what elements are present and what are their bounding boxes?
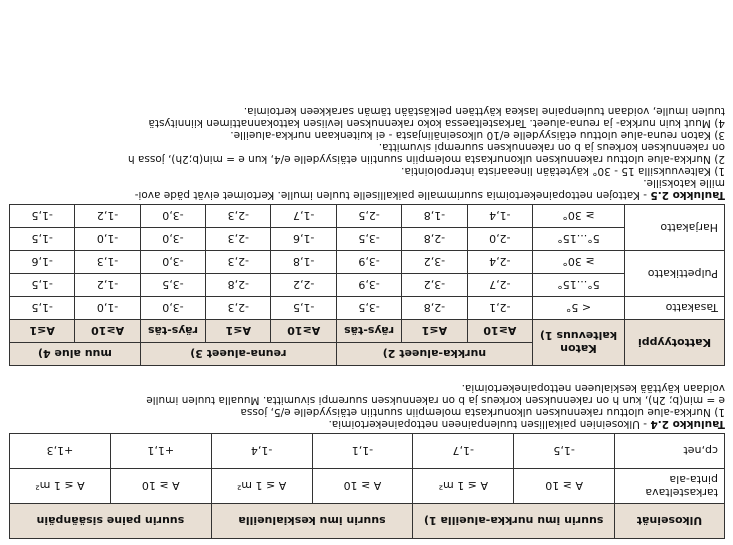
cell: +1,3: [10, 434, 111, 469]
note-text: tuulen imulle, voidaan tuulenpaine laskea käyttäen pelkästään tämän sarakkeen kertoimia.: [243, 105, 725, 117]
cell: +1,1: [110, 434, 211, 469]
slope-cell: 5°...15°: [533, 274, 625, 297]
cell: A ≥ 10: [514, 469, 615, 504]
value-cell: -1,2: [75, 274, 140, 297]
value-cell: -1,0: [75, 228, 140, 251]
subheader: A≥10: [75, 320, 140, 343]
value-cell: -3,2: [402, 274, 467, 297]
cell: A ≤ 1 m²: [211, 469, 312, 504]
slope-cell: 5°...15°: [533, 228, 625, 251]
value-cell: -3,5: [336, 228, 401, 251]
table-row: [10, 251, 725, 274]
value-cell: -2,5: [336, 205, 401, 228]
value-cell: -1,5: [10, 274, 75, 297]
value-cell: -2,0: [467, 228, 532, 251]
row-label-area: tarkasteltava pinta-ala: [615, 469, 725, 504]
table-row: [10, 469, 725, 504]
slope-cell: ≥ 30°: [533, 251, 625, 274]
subheader: A≥10: [271, 320, 336, 343]
note-text: e = min(b; 2h), kun h on rakennuksen korkeus ja b on rakennuksen suurempi sivumitta. Muualla tuulen imulle: [146, 394, 725, 406]
value-cell: -2,3: [206, 205, 271, 228]
value-cell: -2,1: [467, 297, 532, 320]
value-cell: -2,7: [467, 274, 532, 297]
table-row: [10, 434, 725, 469]
value-cell: -2,3: [206, 228, 271, 251]
value-cell: -2,3: [206, 297, 271, 320]
value-cell: -1,8: [402, 205, 467, 228]
table-2-5: [9, 204, 725, 366]
table-row: [10, 274, 725, 297]
value-cell: -3,5: [336, 297, 401, 320]
value-cell: -1,6: [10, 251, 75, 274]
cell: -1,4: [211, 434, 312, 469]
note-text: 4) Muut kuin nurkka- ja reuna-alueet. Tarkasteltaessa koko rakennuksen leviisen kattokannattimen kiinnitystä: [148, 117, 725, 129]
value-cell: -1,2: [75, 205, 140, 228]
cell: A ≤ 1 m²: [413, 469, 514, 504]
value-cell: -1,4: [467, 205, 532, 228]
value-cell: -1,8: [271, 251, 336, 274]
value-cell: -1,5: [10, 228, 75, 251]
value-cell: -2,8: [206, 274, 271, 297]
value-cell: -3,0: [140, 228, 205, 251]
cell: A ≤ 1 m²: [10, 469, 111, 504]
value-cell: -1,3: [75, 251, 140, 274]
table-2-4: [9, 433, 725, 539]
value-cell: -2,4: [467, 251, 532, 274]
value-cell: -1,0: [75, 297, 140, 320]
subheader: räys-täs: [336, 320, 401, 343]
table-row: [10, 297, 725, 320]
roof-type-cell: Tasakatto: [625, 297, 725, 320]
value-cell: -1,6: [271, 228, 336, 251]
note-text: voidaan käyttää keskialueen nettopainekertoimia.: [461, 382, 725, 394]
note-text: 3) Katon reuna-alue ulottuu etäisyydelle e/10 ulkoseinälinjasta - ei kuitenkaan nurkka-alueille.: [230, 129, 725, 141]
value-cell: -3,9: [336, 251, 401, 274]
header-sisa: suurin paine sisäänpäin: [10, 504, 212, 539]
subheader: räys-täs: [140, 320, 205, 343]
table-row: [10, 343, 725, 366]
value-cell: -3,0: [140, 251, 205, 274]
table-2-5-caption: Taulukko 2.5 - Kattojen nettopainekertoimia suurimmalle paikalliselle tuulen imulle. Kertoimet eivät päde avoi-: [134, 189, 725, 201]
table-row: [10, 504, 725, 539]
subheader: A≥10: [467, 320, 532, 343]
subheader: A≤1: [402, 320, 467, 343]
header-ulkoseinat: Ulkoseinät: [615, 504, 725, 539]
note-text: 1) Kaltevuuksilla 15 - 30° käytetään lineaarista interpolointia.: [401, 165, 725, 177]
value-cell: -3,0: [140, 205, 205, 228]
note-text: on rakennuksen korkeus ja b on rakennuksen suurempi sivumitta.: [378, 141, 725, 153]
value-cell: -2,2: [271, 274, 336, 297]
table-2-4-caption: Taulukko 2.4 - Ulkoseinien paikallisen tuulenpaineen nettopainekertoimia.: [328, 418, 725, 430]
cell: -1,5: [514, 434, 615, 469]
note-text: 1) Nurkka-alue ulottuu rakennuksen ulkonurkasta molempiin suuntiin etäisyydelle e/5, jossa: [240, 406, 725, 418]
value-cell: -1,5: [10, 297, 75, 320]
slope-cell: ≥ 30°: [533, 205, 625, 228]
value-cell: -2,8: [402, 297, 467, 320]
value-cell: -1,5: [10, 205, 75, 228]
header-kattotyyppi: Kattotyyppi: [625, 320, 725, 366]
header-kaltevuus: Katon kaltevuus 1): [533, 320, 625, 366]
slope-cell: < 5°: [533, 297, 625, 320]
table-row: [10, 205, 725, 228]
value-cell: -3,0: [140, 297, 205, 320]
table-2-5-notes: [9, 105, 725, 201]
value-cell: -2,3: [206, 251, 271, 274]
roof-type-cell: Pulpettikatto: [625, 251, 725, 297]
cell: -1,1: [312, 434, 413, 469]
cell: A ≥ 10: [110, 469, 211, 504]
header-nurkka: suurin imu nurkka-alueilla 1): [413, 504, 615, 539]
cell: -1,7: [413, 434, 514, 469]
table-row: [10, 228, 725, 251]
value-cell: -1,7: [271, 205, 336, 228]
subheader: A≤1: [206, 320, 271, 343]
value-cell: -3,9: [336, 274, 401, 297]
table-2-4-notes: [9, 382, 725, 430]
header-nurkka: nurkka-alueet 2): [336, 343, 532, 366]
header-reuna: reuna-alueet 3): [140, 343, 336, 366]
subheader: A≤1: [10, 320, 75, 343]
header-muu: muu alue 4): [10, 343, 141, 366]
roof-type-cell: Harjakatto: [625, 205, 725, 251]
note-text: 2) Nurkka-alue ulottuu rakennuksen ulkonurkasta molempiin suuntiin etäisyydelle e/4, kun e = min(b;2h), jossa h: [127, 153, 725, 165]
value-cell: -1,5: [271, 297, 336, 320]
value-cell: -2,8: [402, 228, 467, 251]
value-cell: -3,5: [140, 274, 205, 297]
row-label-cpnet: cp,net: [615, 434, 725, 469]
caption-continuation: mille katoksille.: [643, 177, 725, 189]
table-2-5-body: [10, 205, 725, 320]
cell: A ≥ 10: [312, 469, 413, 504]
value-cell: -3,2: [402, 251, 467, 274]
header-keski: suurin imu keskialueilla: [211, 504, 413, 539]
